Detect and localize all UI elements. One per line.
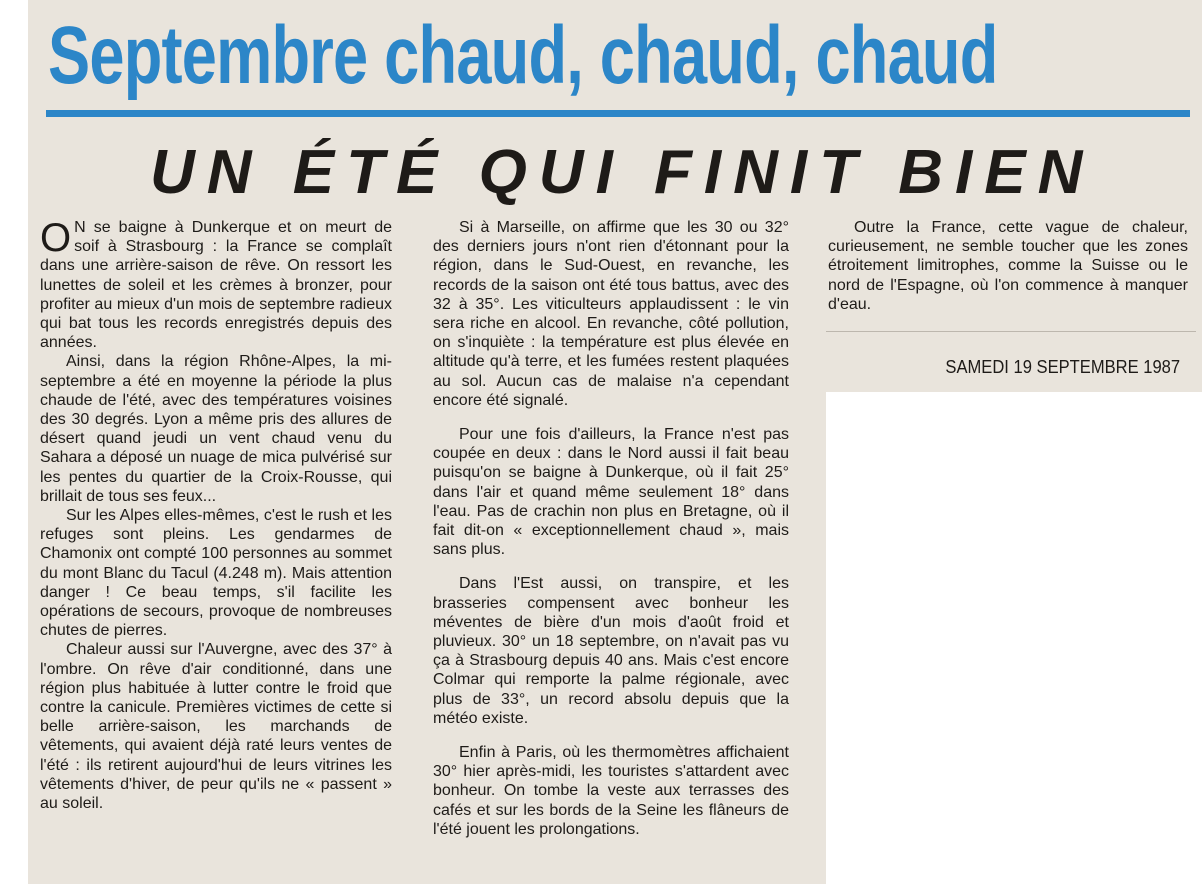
article-paragraph (40, 218, 392, 352)
headline: Septembre chaud, chaud, chaud (48, 10, 998, 101)
headline-rule (46, 110, 1190, 117)
article-paragraph: Outre la France, cette vague de chaleur, curieusement, ne semble toucher que les zones étroitement limitrophes, comme la Suisse ou le nord de l'Espagne, où l'on commence à manquer d'eau. (828, 219, 1188, 313)
article-paragraph: Ainsi, dans la région Rhône-Alpes, la mi-septembre a été en moyenne la période la plus chaude de l'été, avec des températures voisines des 30 degrés. Lyon a même pris des allures de désert quand jeudi un vent chaud venu du Sahara a déposé un nuage de mica pulvérisé sur les pentes du quartier de la Croix-Rousse, qui brillait de tous ses feux... (40, 353, 392, 505)
paragraph-text: N se baigne à Dunkerque et on meurt de soif à Strasbourg : la France se complaît dans une arrière-saison de rêve. On ressort les lunettes de soleil et les crèmes à bronzer, pour profiter au mieux d'un mois de septembre radieux qui bat tous les records enregistrés depuis des années. (40, 219, 392, 352)
date-rule (826, 331, 1196, 332)
article-paragraph: Chaleur aussi sur l'Auvergne, avec des 37° à l'ombre. On rêve d'air conditionné, dans une région plus habituée à lutter contre le froid que contre la canicule. Premières victimes de cette si belle arrière-saison, les marchands de vêtements, qui avaient déjà raté leurs ventes de l'été : ils retirent aujourd'hui de leurs vitrines les vêtements d'hiver, de peur qu'ils ne « passent » au soleil. (40, 641, 392, 813)
article-paragraph: Pour une fois d'ailleurs, la France n'est pas coupée en deux : dans le Nord aussi il fait beau puisqu'on se baigne à Dunkerque, où il fait 25° dans l'air et quand même seulement 18° dans l'eau. Pas de crachin non plus en Bretagne, où il fait dit-on « exceptionnellement chaud », mais sans plus. (433, 426, 789, 559)
article-column-1 (40, 218, 392, 813)
article-column-2 (433, 218, 789, 839)
dateline: SAMEDI 19 SEPTEMBRE 1987 (945, 357, 1180, 377)
article-paragraph: Sur les Alpes elles-mêmes, c'est le rush et les refuges sont pleins. Les gendarmes de Chamonix ont compté 100 personnes au sommet du mont Blanc du Tacul (4.248 m). Mais attention danger ! Ce beau temps, s'il facilite les opérations de secours, provoque de nombreuses chutes de pierres. (40, 507, 392, 640)
article-column-3 (828, 218, 1188, 314)
blank-corner (826, 392, 1202, 884)
subheadline: UN ÉTÉ QUI FINIT BIEN (150, 138, 1095, 207)
article-paragraph: Enfin à Paris, où les thermomètres affichaient 30° hier après-midi, les touristes s'attardent avec bonheur. On tombe la veste aux terrasses des cafés et sur les bords de la Seine les flâneurs de l'été jouent les prolongations. (433, 744, 789, 838)
article-paragraph: Si à Marseille, on affirme que les 30 ou 32° des derniers jours n'ont rien d'étonnant pour la région, dans le Sud-Ouest, en revanche, les records de la saison ont été tous battus, avec des 32 à 35°. Les viticulteurs applaudissent : le vin sera riche en alcool. En revanche, côté pollution, on s'inquiète : la température est plus élevée en altitude qu'à terre, et les fumées restent plaquées au sol. Aucun cas de malaise n'a cependant encore été signalé. (433, 219, 789, 409)
article-paragraph: Dans l'Est aussi, on transpire, et les brasseries compensent avec bonheur les méventes de bière d'un mois d'août froid et pluvieux. 30° un 18 septembre, on n'avait pas vu ça à Strasbourg depuis 40 ans. Mais c'est encore Colmar qui remporte la palme régionale, avec plus de 33°, un record absolu depuis que la météo existe. (433, 575, 789, 727)
drop-cap: O (40, 216, 72, 260)
